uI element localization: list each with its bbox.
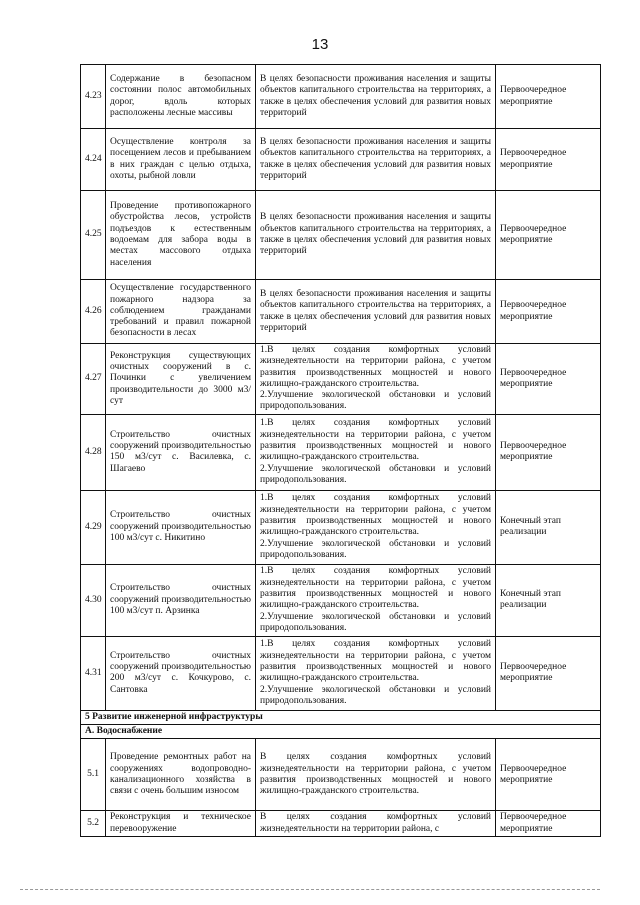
measure-justification [256, 739, 496, 811]
measure-name: Реконструкция и техническое перевооружение [106, 811, 256, 837]
measure-stage: Первоочередное мероприятие [496, 191, 601, 280]
row-number: 4.25 [81, 191, 106, 280]
measure-stage: Первоочередное мероприятие [496, 414, 601, 490]
page-number: 13 [311, 36, 329, 53]
measure-justification [256, 490, 496, 564]
justification-paragraph: 2.Улучшение экологической обстановки и условий природопользования. [260, 684, 491, 706]
row-number: 4.26 [81, 280, 106, 344]
table-row [81, 564, 601, 636]
measure-stage: Первоочередное мероприятие [496, 65, 601, 129]
justification-paragraph: В целях создания комфортных условий жизнедеятельности на территории района, с учетом развития производственных мощностей и нового жилищно-гражданского строительства. [260, 752, 491, 797]
justification-paragraph: 2.Улучшение экологической обстановки и условий природопользования. [260, 611, 491, 633]
measure-name: Проведение ремонтных работ на сооружениях водопроводно-канализационного хозяйства в связи с очень большим износом [106, 739, 256, 811]
measure-stage: Первоочередное мероприятие [496, 344, 601, 415]
measure-name: Проведение противопожарного обустройства лесов, устройств подъездов к естественным водоемам для забора воды в местах массового отдыха населения [106, 191, 256, 280]
justification-paragraph: 1.В целях создания комфортных условий жизнедеятельности на территории района, с учетом развития производственных мощностей и нового жилищно-гражданского строительства. [260, 639, 491, 684]
table-row [81, 811, 601, 837]
table-row [81, 636, 601, 710]
measure-justification [256, 414, 496, 490]
row-number: 4.31 [81, 636, 106, 710]
measure-stage: Первоочередное мероприятие [496, 811, 601, 837]
subsection-row [81, 725, 601, 739]
measure-name: Осуществление контроля за посещением лесов и пребыванием в них граждан с целью отдыха, охоты, рыбной ловли [106, 129, 256, 191]
justification-paragraph: В целях безопасности проживания населения и защиты объектов капитального строительства на территориях, а также в целях обеспечения условий для развития новых территорий [260, 288, 491, 333]
measure-justification [256, 280, 496, 344]
table-row [81, 129, 601, 191]
measure-name: Строительство очистных сооружений производительностью 200 м3/сут с. Кочкурово, с. Сантовка [106, 636, 256, 710]
measure-name: Содержание в безопасном состоянии полос автомобильных дорог, вдоль которых расположены лесные массивы [106, 65, 256, 129]
row-number: 4.30 [81, 564, 106, 636]
table-row [81, 739, 601, 811]
row-number: 5.2 [81, 811, 106, 837]
table-row [81, 490, 601, 564]
justification-paragraph: 1.В целях создания комфортных условий жизнедеятельности на территории района, с учетом развития производственных мощностей и нового жилищно-гражданского строительства. [260, 493, 491, 538]
justification-paragraph: 1.В целях создания комфортных условий жизнедеятельности на территории района, с учетом развития производственных мощностей и нового жилищно-гражданского строительства. [260, 566, 491, 611]
table-row [81, 414, 601, 490]
measure-name: Строительство очистных сооружений производительностью 100 м3/сут п. Арзинка [106, 564, 256, 636]
row-number: 5.1 [81, 739, 106, 811]
justification-paragraph: В целях создания комфортных условий жизнедеятельности на территории района, с [260, 812, 491, 834]
subsection-title: А. Водоснабжение [81, 725, 601, 739]
measures-table [80, 64, 601, 837]
section-title: 5 Развитие инженерной инфраструктуры [81, 710, 601, 724]
measure-name: Осуществление государственного пожарного надзора за соблюдением гражданами требований и правил пожарной безопасности в лесах [106, 280, 256, 344]
measure-stage: Конечный этап реализации [496, 490, 601, 564]
measures-group-4 [81, 65, 601, 711]
row-number: 4.29 [81, 490, 106, 564]
measure-name: Строительство очистных сооружений производительностью 150 м3/сут с. Василевка, с. Шагаево [106, 414, 256, 490]
justification-paragraph: В целях безопасности проживания населения и защиты объектов капитального строительства на территориях, а также в целях обеспечения условий для развития новых территорий [260, 212, 491, 257]
justification-paragraph: 1.В целях создания комфортных условий жизнедеятельности на территории района, с учетом развития производственных мощностей и нового жилищно-гражданского строительства. [260, 418, 491, 463]
measure-stage: Конечный этап реализации [496, 564, 601, 636]
measure-stage: Первоочередное мероприятие [496, 280, 601, 344]
justification-paragraph: В целях безопасности проживания населения и защиты объектов капитального строительства на территориях, а также в целях обеспечения условий для развития новых территорий [260, 136, 491, 181]
row-number: 4.28 [81, 414, 106, 490]
justification-paragraph: 1.В целях создания комфортных условий жизнедеятельности на территории района, с учетом развития производственных мощностей и нового жилищно-гражданского строительства. [260, 345, 491, 389]
table-row [81, 191, 601, 280]
measure-justification [256, 191, 496, 280]
measure-stage: Первоочередное мероприятие [496, 129, 601, 191]
section-row [81, 710, 601, 724]
measure-justification [256, 344, 496, 415]
measure-stage: Первоочередное мероприятие [496, 739, 601, 811]
table-row [81, 344, 601, 415]
row-number: 4.23 [81, 65, 106, 129]
measure-name: Строительство очистных сооружений производительностью 100 м3/сут с. Никитино [106, 490, 256, 564]
row-number: 4.24 [81, 129, 106, 191]
row-number: 4.27 [81, 344, 106, 415]
measure-justification [256, 65, 496, 129]
justification-paragraph: 2.Улучшение экологической обстановки и условий природопользования. [260, 463, 491, 485]
measure-justification [256, 564, 496, 636]
justification-paragraph: 2.Улучшение экологической обстановки и условий природопользования. [260, 538, 491, 560]
justification-paragraph: В целях безопасности проживания населения и защиты объектов капитального строительства на территориях, а также в целях обеспечения условий для развития новых территорий [260, 73, 491, 118]
scan-artifact [20, 886, 600, 890]
measure-stage: Первоочередное мероприятие [496, 636, 601, 710]
section-header-group [81, 710, 601, 739]
table-row [81, 280, 601, 344]
measures-group-5 [81, 739, 601, 837]
measure-justification [256, 636, 496, 710]
measure-justification [256, 811, 496, 837]
table-row [81, 65, 601, 129]
measure-name: Реконструкция существующих очистных сооружений в с. Починки с увеличением производительности до 3000 м3/сут [106, 344, 256, 415]
justification-paragraph: 2.Улучшение экологической обстановки и условий природопользования. [260, 390, 491, 412]
measure-justification [256, 129, 496, 191]
